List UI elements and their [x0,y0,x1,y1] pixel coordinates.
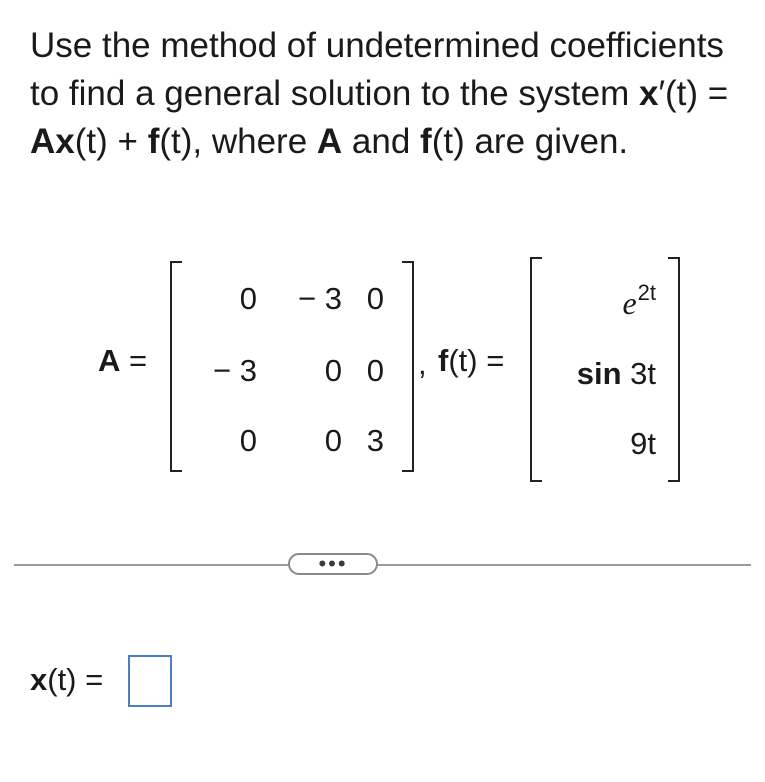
matrix-a-cell-1-2: − 3 [298,281,342,316]
matrix-a-left-bracket [170,261,182,472]
vector-f-entry-2: sin 3t [576,356,656,391]
answer-label: x(t) = [30,662,104,697]
section-divider [14,564,751,566]
answer-input[interactable] [128,655,172,707]
vector-f-entry-3: 9t [630,426,656,461]
vector-f-entry-1: $e^{2t}$ [622,280,656,321]
matrix-a-cell-1-3: 0 [366,281,384,316]
matrix-a-cell-2-1: − 3 [213,353,257,388]
matrix-a-label: A = [98,343,148,378]
matrix-a-cell-2-3: 0 [366,353,384,388]
matrix-a-cell-1-1: 0 [239,281,257,316]
matrix-a-cell-3-3: 3 [366,423,384,458]
vector-f-label: f(t) = [438,343,505,378]
matrix-a-cell-3-1: 0 [239,423,257,458]
show-more-button[interactable]: ••• [288,553,378,575]
matrix-a-cell-3-2: 0 [324,423,342,458]
matrix-a-right-bracket [402,261,414,472]
separator-comma: , [418,346,427,381]
vector-f-right-bracket [668,257,680,482]
question-text: Use the method of undetermined coefficients to find a general solution to the system x′(t) = Ax(t) + f(t), where A and f(t) are given. [30,26,729,161]
vector-f-left-bracket [530,257,542,482]
matrix-a-cell-2-2: 0 [324,353,342,388]
